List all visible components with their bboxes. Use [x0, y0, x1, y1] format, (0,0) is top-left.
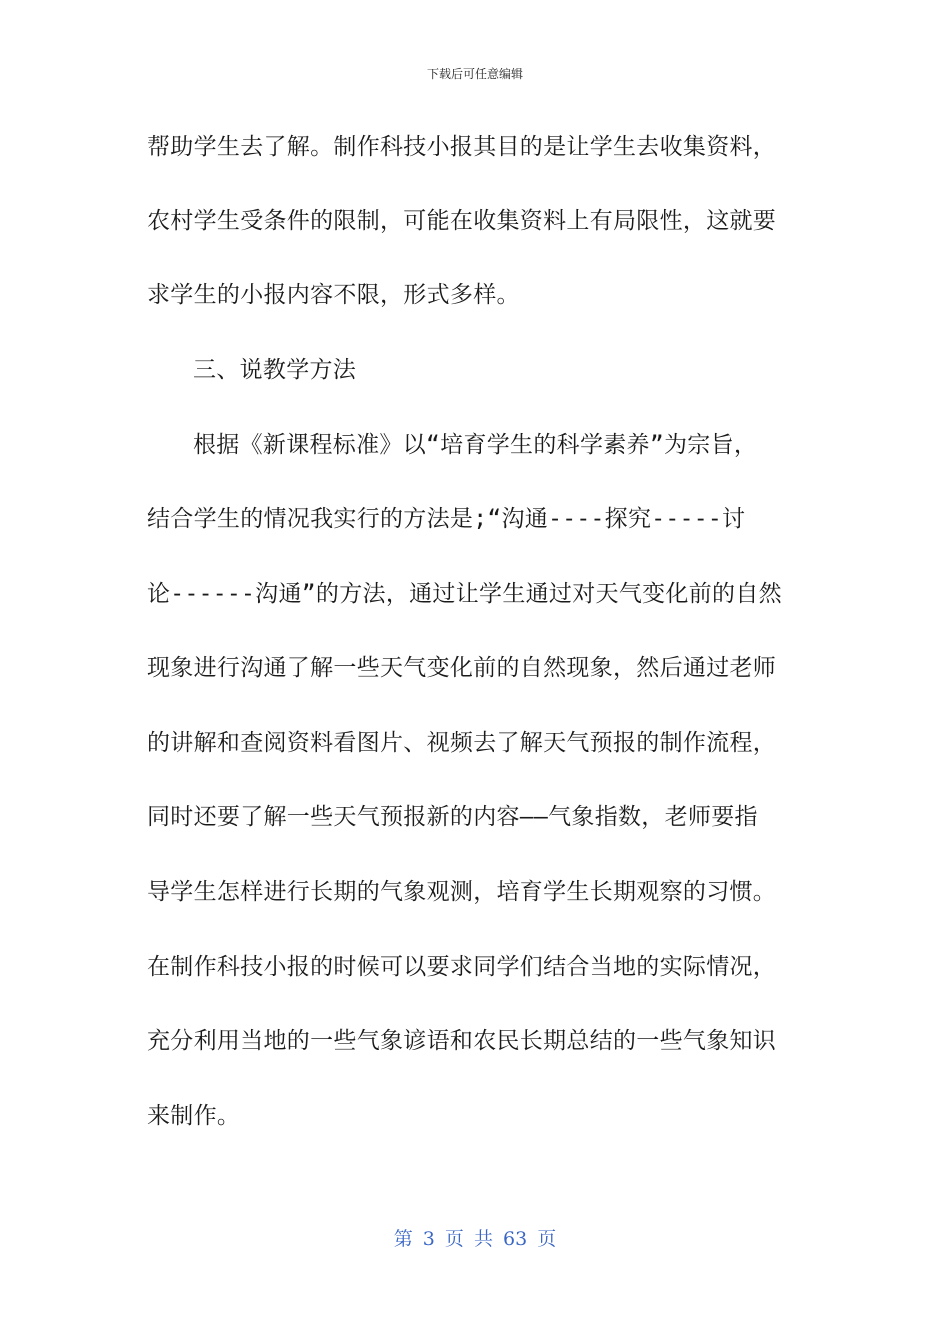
body-line-11: 导学生怎样进行长期的气象观测，培育学生长期观察的习惯。: [147, 879, 777, 905]
body-line-5: 根据《新课程标准》以“培育学生的科学素养”为宗旨，: [193, 432, 758, 458]
body-line-1: 帮助学生去了解。制作科技小报其目的是让学生去收集资料，: [147, 134, 777, 160]
body-line-8: 现象进行沟通了解一些天气变化前的自然现象，然后通过老师: [147, 655, 777, 681]
page-number: 第 3 页 共 63 页: [393, 1228, 557, 1250]
body-line-9: 的讲解和查阅资料看图片、视频去了解天气预报的制作流程，: [147, 730, 777, 756]
body-line-14: 来制作。: [147, 1103, 241, 1129]
section-heading: 三、说教学方法: [193, 357, 357, 383]
body-line-10: 同时还要了解一些天气预报新的内容——气象指数，老师要指: [147, 804, 758, 830]
body-line-3: 求学生的小报内容不限，形式多样。: [147, 282, 520, 308]
body-line-7: 论------沟通”的方法，通过让学生通过对天气变化前的自然: [147, 581, 782, 607]
body-line-6: 结合学生的情况我实行的方法是;“沟通----探究-----讨: [147, 506, 746, 532]
body-line-13: 充分利用当地的一些气象谚语和农民长期总结的一些气象知识: [147, 1028, 777, 1054]
body-line-2: 农村学生受条件的限制，可能在收集资料上有局限性，这就要: [147, 208, 777, 234]
header-note: 下载后可任意编辑: [426, 67, 523, 81]
body-line-12: 在制作科技小报的时候可以要求同学们结合当地的实际情况，: [147, 954, 777, 980]
